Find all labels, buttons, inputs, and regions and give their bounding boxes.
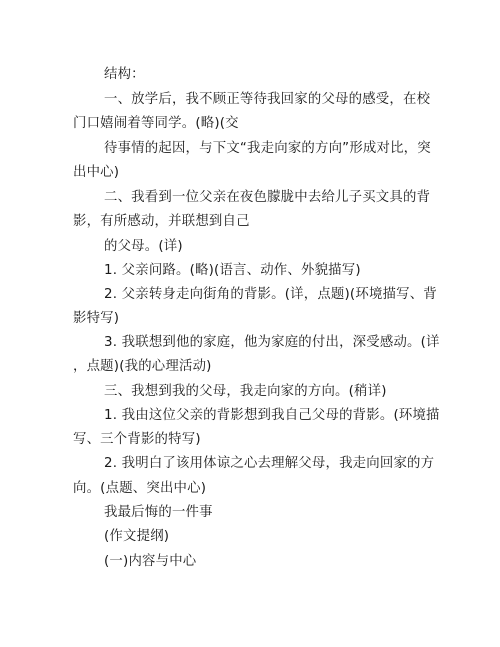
list-item: 2. 我明白了该用体谅之心去理解父母，我走向回家的方	[104, 456, 435, 471]
list-item-continuation: 影特写)	[73, 311, 120, 326]
paragraph-line: 影，有所感动，并联想到自己	[73, 214, 250, 229]
list-item-continuation: ，点题)(我的心理活动)	[73, 359, 212, 374]
paragraph-line: 二、我看到一位父亲在夜色朦胧中去给儿子买文具的背	[104, 190, 431, 205]
paragraph-line: 出中心)	[73, 165, 120, 180]
paragraph-line: 三、我想到我的父母，我走向家的方向。(稍详)	[104, 384, 387, 399]
list-item: 2. 父亲转身走向街角的背影。(详，点题)(环境描写、背	[104, 287, 437, 302]
paragraph-line: 门口嬉闹着等同学。(略)(交	[73, 116, 239, 131]
essay-subtitle: (作文提纲)	[104, 529, 170, 544]
paragraph-line: 待事情的起因，与下文“我走向家的方向”形成对比，突	[104, 141, 431, 156]
list-item-continuation: 写、三个背影的特写)	[73, 432, 201, 447]
list-item: 1. 我由这位父亲的背影想到我自己父母的背影。(环境描	[104, 408, 440, 423]
section-heading: (一)内容与中心	[104, 554, 197, 569]
essay-title: 我最后悔的一件事	[104, 505, 213, 520]
list-item: 3. 我联想到他的家庭，他为家庭的付出，深受感动。(详	[104, 335, 440, 350]
paragraph-line: 一、放学后，我不顾正等待我回家的父母的感受，在校	[104, 92, 431, 107]
paragraph-line: 的父母。(详)	[104, 239, 183, 254]
section-heading-structure: 结构：	[104, 67, 145, 82]
list-item: 1. 父亲问路。(略)(语言、动作、外貌描写)	[104, 263, 361, 278]
list-item-continuation: 向。(点题、突出中心)	[73, 481, 207, 496]
